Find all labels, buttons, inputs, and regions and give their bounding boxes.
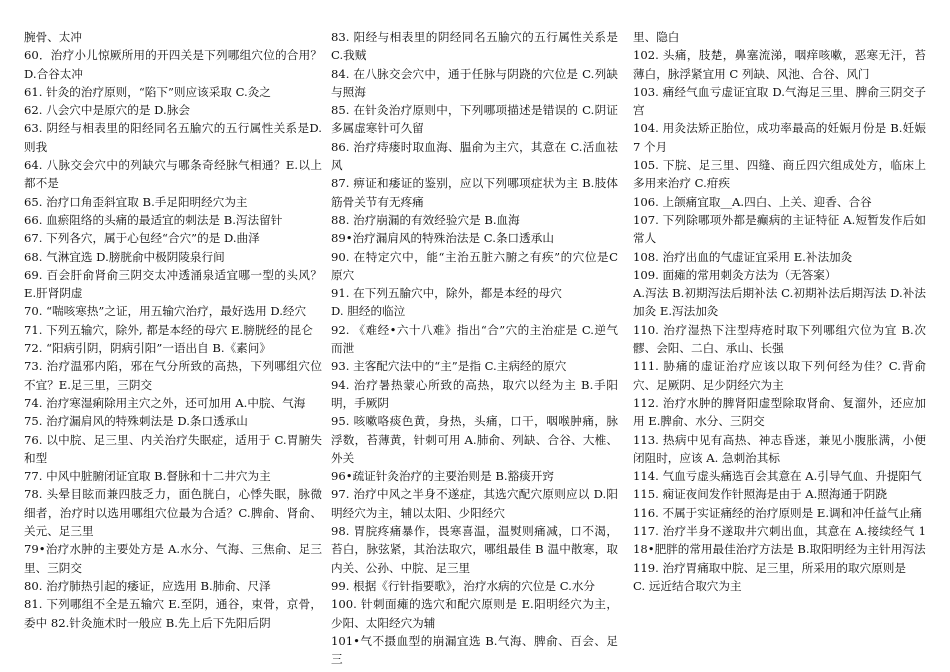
question-line: A.泻法 B.初期泻法后期补法 C.初期补法后期泻法 D.补法加灸 E.泻法加灸 (633, 286, 926, 319)
question-line: 116. 不属于实证痛经的治疗原则是 E.调和冲任益气止痛 (633, 505, 922, 520)
question-line: 61. 针灸的治疗原则，“陷下”则应该采取 C.灸之 (24, 84, 271, 99)
question-line: 69. 百会肝俞肾俞三阴交太冲透涌泉适宜哪一型的头风？E.肝肾阴虚 (24, 267, 322, 301)
question-line: 113. 热病中见有高热、神志昏迷，兼见小腹胀满，小便闭阻时，应该 A. 急刺治其标 (633, 432, 926, 465)
question-line: 78. 头晕目眩而兼四肢乏力，面色胱白，心悸失眠，脉微细者，治疗时以选用哪组穴位最为合适？C.脾俞、肾俞、关元、足三里 (24, 487, 322, 539)
question-line: 84. 在八脉交会穴中，通于任脉与阴跷的穴位是 C.列缺与照海 (331, 66, 618, 99)
question-line: 81. 下列哪组不全是五输穴 E.至阴，通谷，束骨，京骨，委中 82.针灸施术时一般应 B.先上后下先阳后阴 (24, 597, 322, 630)
question-line: C. 远近结合取穴为主 (633, 578, 742, 593)
question-line: 75. 治疗漏肩风的特殊刺法是 D.条口透承山 (24, 414, 248, 429)
question-line: 66. 血瘀阻络的头痛的最适宜的刺法是 B.泻法留针 (24, 212, 283, 227)
question-line: 64. 八脉交会穴中的列缺穴与哪条奇经脉气相通？E.以上都不是 (24, 158, 322, 191)
question-line: 70. “喘咳寒热”之证，用五输穴治疗，最好选用 D.经穴 (24, 304, 307, 319)
question-line: 106. 上颌痛宜取__A.四白、上关、迎香、合谷 (633, 194, 872, 209)
question-line: 108. 治疗出血的气虚证宜采用 E.补法加灸 (633, 249, 853, 264)
question-line: 91. 在下列五腧穴中，除外，都是本经的母穴 (331, 286, 562, 301)
text-column-1 (24, 28, 322, 668)
question-line: 95. 咳嗽咯痰色黄，身热，头痛，口干，咽喉肿痛，脉浮数，苔薄黄，针刺可用 A.肺俞、列缺、合谷、大椎、外关 (331, 414, 618, 465)
question-line: 104. 用灸法矫正胎位，成功率最高的妊娠月份是 B.妊娠 7 个月 (633, 121, 926, 154)
question-line: 119. 治疗胃痛取中脘、足三里，所采用的取穴原则是 (633, 560, 906, 575)
question-line: 93. 主客配穴法中的“主”是指 C.主病经的原穴 (331, 359, 567, 374)
question-line: 86. 治疗痔瘘时取血海、腽俞为主穴，其意在 C.活血祛风 (331, 139, 618, 173)
question-line: 88. 治疗崩漏的有效经验穴是 B.血海 (331, 212, 520, 227)
question-line: 77. 中风中脏腑闭证宜取 B.督脉和十二井穴为主 (24, 469, 271, 484)
question-line: 87. 痹证和痿证的鉴别，应以下列哪项症状为主 B.肢体筋骨关节有无疼痛 (331, 176, 618, 209)
text-column-2 (331, 28, 618, 668)
question-line: 105. 下脘、足三里、四缝、商丘四穴组成处方，临床上多用来治疗 C.疳疾 (633, 158, 926, 191)
question-line: 60．治疗小儿惊厥所用的开四关是下列哪组穴位的合用？D.合谷太冲 (24, 48, 322, 81)
question-line: D. 胆经的临泣 (331, 304, 406, 319)
question-line: 94. 治疗暑热蒙心所致的高热，取穴以经为主 B.手阳明，手厥阴 (331, 377, 618, 410)
question-line: 80. 治疗肺热引起的痿证，应选用 B.肺俞、尺泽 (24, 578, 271, 593)
question-line: 71. 下列五输穴，除外, 都是本经的母穴 E.膀胱经的昆仑 (24, 322, 313, 337)
question-line: 79•治疗水肿的主要处方是 A.水分、气海、三焦俞、足三里、三阴交 (24, 542, 322, 575)
question-line: 107. 下列除哪项外都是癫病的主证特征 A.短暂发作后如常人 (633, 212, 926, 246)
question-line: 111. 胁痛的虚证治疗应该以取下列何经为佳？C.背俞穴、足厥阴、足少阴经穴为主 (633, 359, 926, 392)
text-column-3 (633, 28, 926, 668)
question-line: 74. 治疗寒湿痢除用主穴之外，还可加用 A.中脘、气海 (24, 395, 306, 410)
question-line: 92. 《难经•六十八难》指出“合”穴的主治症是 C.逆气而泄 (331, 322, 618, 356)
question-line: 76. 以中脘、足三里、内关治疗失眠症，适用于 C.胃腑失和型 (24, 432, 322, 465)
question-line: 109. 面瘫的常用刺灸方法为（无答案） (633, 267, 837, 282)
question-line: 里、隐白 (633, 30, 680, 44)
question-line: 73. 治疗温邪内陷，邪在气分所致的高热，下列哪组穴位不宜？E.足三里，三阴交 (24, 359, 322, 392)
question-line: 89•治疗漏肩风的特殊治法是 C.条口透承山 (331, 231, 554, 246)
question-line: 96•疏证针灸治疗的主要治则是 B.豁痰开窍 (331, 469, 554, 484)
question-line: 97. 治疗中风之半身不遂症，其选穴配穴原则应以 D.阳明经穴为主，辅以太阳、少阳经穴 (331, 487, 618, 520)
question-line: 99. 根据《行针指要歌》，治疗水病的穴位是 C.水分 (331, 578, 596, 593)
question-line: 98. 胃脘疼痛暴作，畏寒喜温，温熨则痛减，口不渴，苔白，脉弦紧，其治法取穴，哪组最佳 B 温中散寒，取内关、公孙、中脘、足三里 (331, 524, 618, 575)
question-line: 72. “阳病引阴，阴病引阳”一语出自 B.《素问》 (24, 341, 271, 356)
question-line: 90. 在特定穴中，能“主治五脏六腑之有疾”的穴位是C 原穴 (331, 249, 618, 282)
question-line: 腕骨、太冲 (24, 30, 82, 44)
question-line: 102. 头痛，肢楚，鼻塞流涕，咽痒咳嗽，恶寒无汗，苔薄白，脉浮紧宜用 C 列缺、风池、合谷、风门 (633, 48, 926, 81)
question-line: 112. 治疗水肿的脾肾阳虚型除取肾俞、复溜外，还应加用 E.脾俞、水分、三阴交 (633, 395, 926, 429)
question-line: 67. 下列各穴，属于心包经“合穴”的是 D.曲泽 (24, 231, 260, 246)
question-line: 114. 气血亏虚头痛选百会其意在 A.引导气血、升提阳气 (633, 469, 922, 484)
question-line: 83. 阳经与相表里的阴经同名五腧穴的五行属性关系是C.我贼 (331, 30, 618, 63)
question-line: 103. 痛经气血亏虚证宜取 D.气海足三里、脾俞三阴交子宫 (633, 84, 926, 118)
question-line: 101•气不摄血型的崩漏宜选 B.气海、脾俞、百会、足三 (331, 633, 618, 667)
question-line: 62. 八会穴中是原穴的是 D.脉会 (24, 103, 190, 118)
question-line: 68. 气淋宜选 D.膀胱俞中极阴陵泉行间 (24, 249, 225, 264)
question-line: 63. 阴经与相表里的阳经同名五腧穴的五行属性关系是D.则我 (24, 121, 322, 154)
question-line: 100. 针刺面瘫的选穴和配穴原则是 E.阳明经穴为主，少阳、太阳经穴为辅 (331, 597, 618, 630)
question-line: 117. 治疗半身不遂取井穴刺出血，其意在 A.接续经气 118•肥胖的常用最佳治疗方法是 B.取阳明经为主针用泻法 (633, 524, 926, 557)
question-line: 85. 在针灸治疗原则中，下列哪项描述是错误的 C.阴证多属虚寒针可久留 (331, 103, 618, 136)
question-line: 65. 治疗口角歪斜宜取 B.手足阳明经穴为主 (24, 194, 248, 209)
question-line: 110. 治疗湿热下注型痔疮时取下列哪组穴位为宜 B.次髎、会阳、二白、承山、长强 (633, 322, 926, 356)
question-line: 115. 痫证夜间发作针照海是由于 A.照海通于阴跷 (633, 487, 887, 502)
